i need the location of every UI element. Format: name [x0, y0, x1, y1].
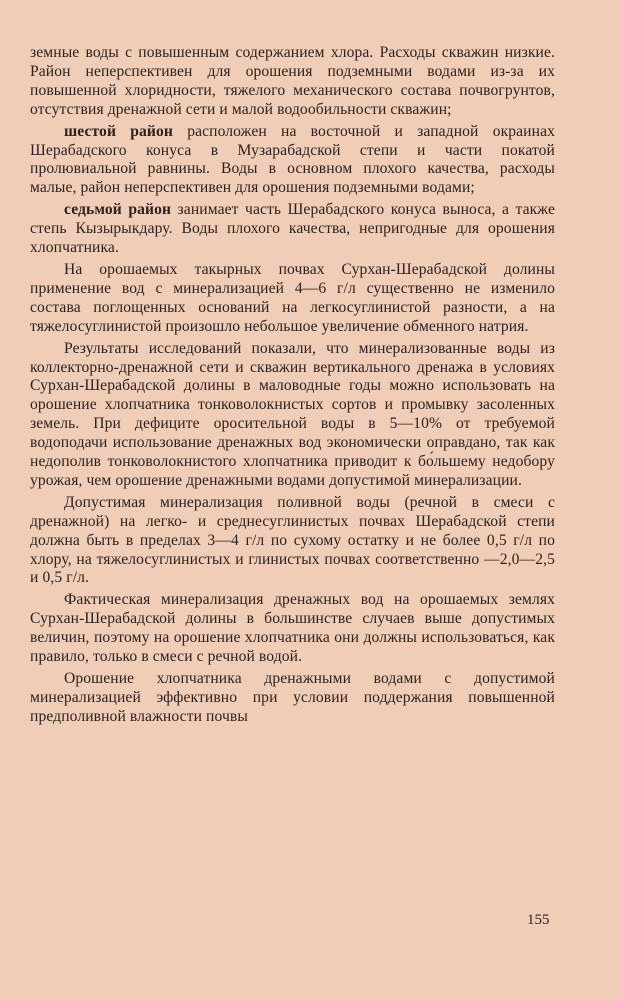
page-body — [30, 44, 555, 730]
paragraph-4 — [30, 261, 555, 337]
paragraph-6 — [30, 494, 555, 589]
paragraph-7 — [30, 591, 555, 667]
paragraph-2 — [30, 123, 555, 199]
paragraph-3-text: занимает часть Шерабадского конуса выноса, а также степь Кызырыкдару. Воды плохого качества, непригодные для орошения хлопчатника. — [30, 201, 555, 257]
paragraph-6-text: Допустимая минерализация поливной воды (речной в смеси с дренажной) на легко- и среднесуглинистых почвах Шерабадской степи должна быть в пределах 3—4 г/л по сухому остатку и не более 0,5 г/л по хлору, на тяжелосуглинистых и глинистых почвах соответственно —2,0—2,5 и 0,5 г/л. — [30, 493, 555, 587]
paragraph-8-text: Орошение хлопчатника дренажными водами с допустимой минерализацией эффективно при условии поддержания повышенной предполивной влажности почвы — [30, 670, 555, 725]
paragraph-2-lead: шестой район — [64, 122, 173, 140]
paragraph-8 — [30, 670, 555, 727]
paragraph-5 — [30, 340, 555, 491]
paragraph-3 — [30, 201, 555, 258]
page-number: 155 — [527, 912, 550, 928]
paragraph-4-text: На орошаемых такырных почвах Сурхан-Шерабадской долины применение вод с минерализацией 4—6 г/л существенно не изменило состава поглощенных оснований на легкосуглинистой разности, а на тяжелосуглинистой произошло небольшое увеличение обменного натрия. — [30, 260, 555, 335]
paragraph-1-text: земные воды с повышенным содержанием хлора. Расходы скважин низкие. Район неперспективен для орошения подземными водами из-за их повышенной хлоридности, тяжелого механического состава почвогрунтов, отсутствия дренажной сети и малой водообильности скважин; — [30, 44, 555, 118]
paragraph-3-lead: седьмой район — [64, 201, 172, 219]
paragraph-5-text: Результаты исследований показали, что минерализованные воды из коллекторно-дренажной сети и скважин вертикального дренажа в условиях Сурхан-Шерабадской долины в маловодные годы можно использовать на орошение хлопчатника тонковолокнистых сортов и промывку засоленных земель. При дефиците оросительной воды в 5—10% от требуемой водоподачи использование дренажных вод экономически оправдано, так как недополив тонковолокнистого хлопчатника приводит к бо́льшему недобору урожая, чем орошение дренажными водами допустимой минерализации. — [30, 339, 555, 489]
paragraph-7-text: Фактическая минерализация дренажных вод на орошаемых землях Сурхан-Шерабадской долины в большинстве случаев выше допустимых величин, поэтому на орошение хлопчатника они должны использоваться, как правило, только в смеси с речной водой. — [30, 591, 555, 666]
paragraph-1 — [30, 44, 555, 120]
paragraph-2-text: расположен на восточной и западной окраинах Шерабадского конуса в Музарабадской степи и части покатой пролювиальной равнины. Воды в основном плохого качества, расходы малые, район неперспективен для орошения подземными водами; — [30, 122, 555, 197]
